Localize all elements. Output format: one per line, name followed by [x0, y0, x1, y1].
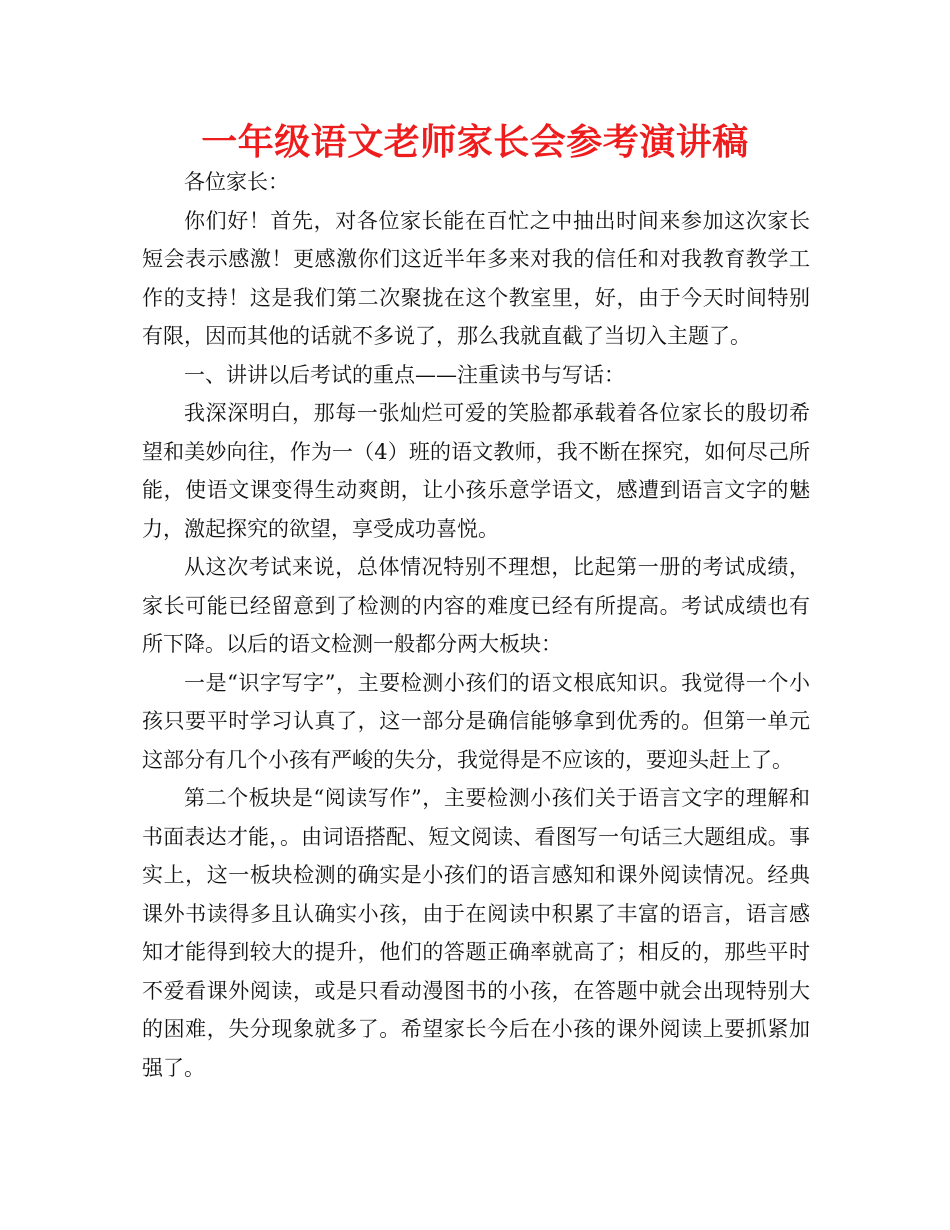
paragraph: 第二个板块是“阅读写作”，主要检测小孩们关于语言文字的理解和书面表达才能，。由词语搭配、短文阅读、看图写一句话三大题组成。事实上，这一板块检测的确实是小孩们的语言感知和课外阅读情况。经典课外书读得多且认确实小孩，由于在阅读中积累了丰富的语言，语言感知才能得到较大的提升，他们的答题正确率就高了；相反的，那些平时不爱看课外阅读，或是只看动漫图书的小孩，在答题中就会出现特别大的困难，失分现象就多了。希望家长今后在小孩的课外阅读上要抓紧加强了。	[142, 786, 810, 1080]
document-title: 一年级语文老师家长会参考演讲稿	[201, 122, 749, 163]
paragraph: 从这次考试来说，总体情况特别不理想，比起第一册的考试成绩，家长可能已经留意到了检测的内容的难度已经有所提高。考试成绩也有所下降。以后的语文检测一般都分两大板块：	[142, 555, 810, 656]
document-body	[142, 163, 810, 1087]
paragraph-opening: 你们好！首先，对各位家长能在百忙之中抽出时间来参加这次家长短会表示感激！更感激你们这近半年多来对我的信任和对我教育教学工作的支持！这是我们第二次聚拢在这个教室里，好，由于今天时间特别有限，因而其他的话就不多说了，那么我就直截了当切入主题了。	[142, 208, 810, 348]
paragraph: 一是“识字写字”，主要检测小孩们的语文根底知识。我觉得一个小孩只要平时学习认真了，这一部分是确信能够拿到优秀的。但第一单元这部分有几个小孩有严峻的失分，我觉得是不应该的，要迎头赶上了。	[142, 670, 810, 772]
section-heading-1: 一、讲讲以后考试的重点——注重读书与写话：	[184, 362, 625, 387]
paragraph: 我深深明白，那每一张灿烂可爱的笑脸都承载着各位家长的殷切希望和美妙向往，作为一（4）班的语文教师，我不断在探究，如何尽己所能，使语文课变得生动爽朗，让小孩乐意学语文，感遭到语言文字的魅力，激起探究的欲望，享受成功喜悦。	[142, 401, 810, 541]
paragraph-greeting: 各位家长：	[184, 170, 289, 194]
